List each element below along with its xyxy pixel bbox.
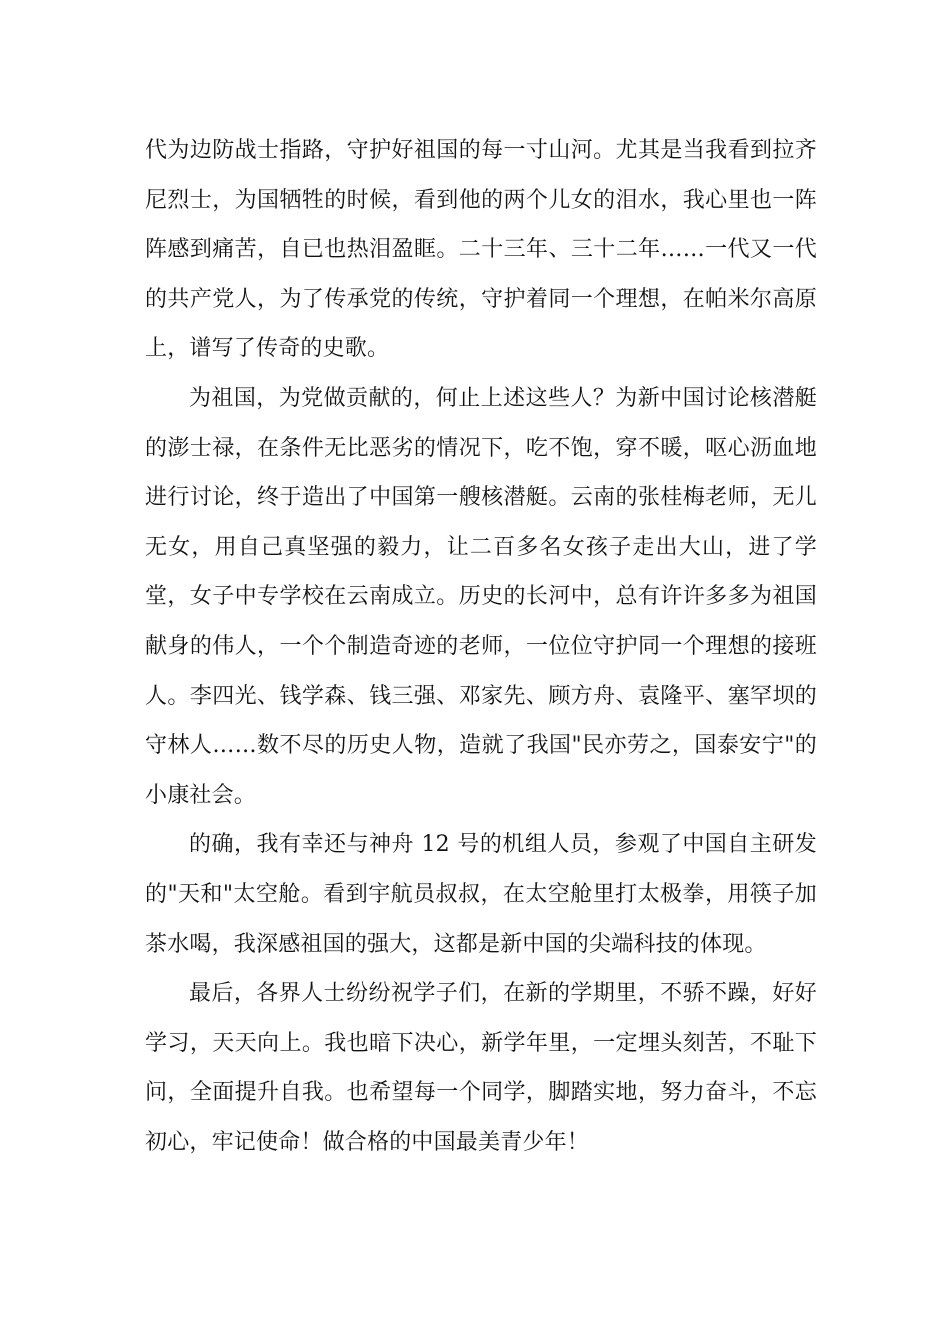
paragraph-4: 最后，各界人士纷纷祝学子们，在新的学期里，不骄不躁，好好学习，天天向上。我也暗下决心，新学年里，一定埋头刻苦，不耻下问，全面提升自我。也希望每一个同学，脚踏实地，努力奋斗，不忘初心，牢记使命！做合格的中国最美青少年！	[145, 981, 817, 1155]
paragraph-2: 为祖国，为党做贡献的，何止上述这些人？为新中国讨论核潜艇的澎士禄，在条件无比恶劣的情况下，吃不饱，穿不暖，呕心沥血地进行讨论，终于造出了中国第一艘核潜艇。云南的张桂梅老师，无儿无女，用自己真坚强的毅力，让二百多名女孩子走出大山，进了学堂，女子中专学校在云南成立。历史的长河中，总有许许多多为祖国献身的伟人，一个个制造奇迹的老师，一位位守护同一个理想的接班人。李四光、钱学森、钱三强、邓家先、顾方舟、袁隆平、塞罕坝的守林人……数不尽的历史人物，造就了我国"民亦劳之，国泰安宁"的小康社会。	[145, 385, 817, 808]
paragraph-3: 的确，我有幸还与神舟 12 号的机组人员，参观了中国自主研发的"天和"太空舱。看到宇航员叔叔，在太空舱里打太极拳，用筷子加茶水喝，我深感祖国的强大，这都是新中国的尖端科技的体现。	[145, 832, 817, 957]
paragraph-1: 代为边防战士指路，守护好祖国的每一寸山河。尤其是当我看到拉齐尼烈士，为国牺牲的时候，看到他的两个儿女的泪水，我心里也一阵阵感到痛苦，自已也热泪盈眶。二十三年、三十二年……一代又一代的共产党人，为了传承党的传统，守护着同一个理想，在帕米尔高原上，谱写了传奇的史歌。	[145, 138, 817, 362]
body-text	[145, 126, 817, 1167]
